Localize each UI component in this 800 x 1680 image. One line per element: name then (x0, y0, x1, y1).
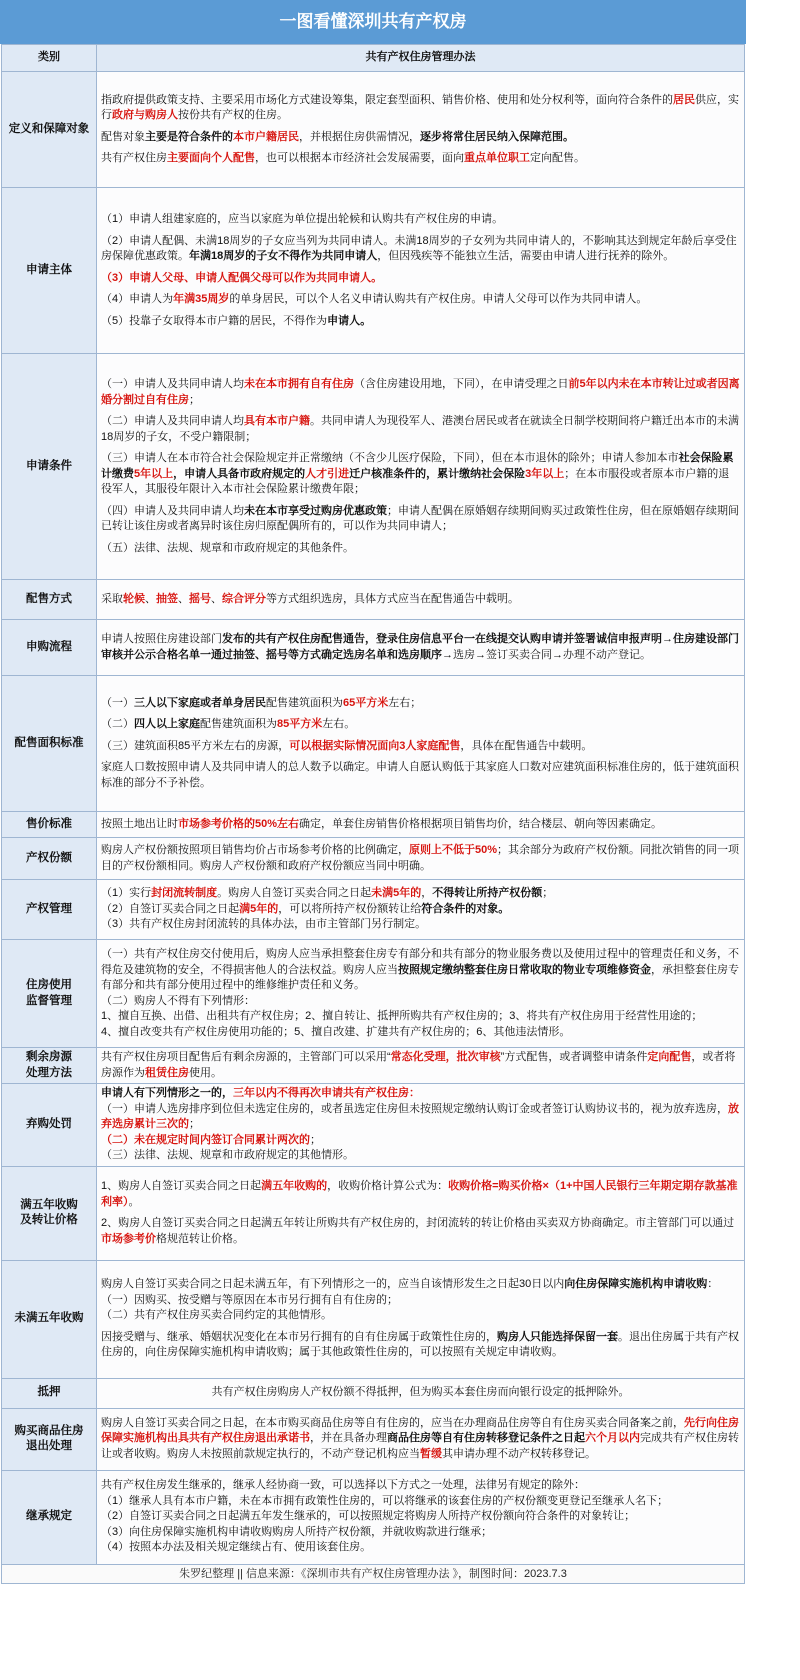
category-cell: 住房使用 监督管理 (2, 940, 97, 1048)
content-cell: 共有产权住房购房人产权份额不得抵押，但为购买本套住房而向银行设定的抵押除外。 (97, 1378, 745, 1408)
category-cell: 满五年收购 及转让价格 (2, 1166, 97, 1260)
category-cell: 剩余房源 处理方法 (2, 1048, 97, 1084)
row-area (2, 676, 745, 812)
category-cell: 产权份额 (2, 838, 97, 880)
row-under-five-years (2, 1260, 745, 1378)
content-cell: 申请人按照住房建设部门发布的共有产权住房配售通告，登录住房信息平台一在线提交认购申请并签署诚信申报声明→住房建设部门审核并公示合格名单一通过抽签、摇号等方式确定选房名单和选房顺序→选房→签订买卖合同→办理不动产登记。 (97, 620, 745, 676)
content-cell: （一）申请人及共同申请人均未在本市拥有自有住房（含住房建设用地，下同），在申请受理之日前5年以内未在本市转让过或者因离婚分割过自有住房； （二）申请人及共同申请人均具有本市户籍。共同申请人为现役军人、港澳台居民或者在就读全日制学校期间将户籍迁出本市的未满18周岁的子女，不受户籍限制； （三）申请人在本市符合社会保险规定并正常缴纳（不含少儿医疗保险，下同），但在本市退休的除外；申请人参加本市社会保险累计缴费5年以上，申请人具备市政府规定的人才引进迁户核准条件的，累计缴纳社会保险3年以上；在本市服役或者原本市户籍的退役军人，其服役年限计入本市社会保险累计缴费年限； （四）申请人及共同申请人均未在本市享受过购房优惠政策；申请人配偶在原婚姻存续期间购买过政策性住房，但在原婚姻存续期间已转让该住房或者离异时该住房归原配偶所有的，可以作为共同申请人； （五）法律、法规、规章和市政府规定的其他条件。 (97, 354, 745, 580)
row-management (2, 880, 745, 940)
source-footer: 朱罗纪整理 || 信息来源：《深圳市共有产权住房管理办法 》，制图时间：2023.7.3 (1, 1565, 745, 1584)
row-mortgage (2, 1378, 745, 1408)
header-policy: 共有产权住房管理办法 (97, 45, 745, 72)
content-cell: 指政府提供政策支持、主要采用市场化方式建设筹集，限定套型面积、销售价格、使用和处分权利等，面向符合条件的居民供应，实行政府与购房人按份共有产权的住房。 配售对象主要是符合条件的本市户籍居民，并根据住房供需情况，逐步将常住居民纳入保障范围。 共有产权住房主要面向个人配售，也可以根据本市经济社会发展需要，面向重点单位职工定向配售。 (97, 72, 745, 188)
category-cell: 弃购处罚 (2, 1084, 97, 1167)
content-cell: 共有产权住房项目配售后有剩余房源的，主管部门可以采用“常态化受理，批次审核”方式配售，或者调整申请条件定向配售，或者将房源作为租赁住房使用。 (97, 1048, 745, 1084)
category-cell: 申购流程 (2, 620, 97, 676)
row-conditions (2, 354, 745, 580)
row-usage-supervision (2, 940, 745, 1048)
category-cell: 继承规定 (2, 1470, 97, 1564)
row-abandon-penalty (2, 1084, 745, 1167)
row-over-five-years (2, 1166, 745, 1260)
category-cell: 配售方式 (2, 580, 97, 620)
content-cell: （一）三人以下家庭或者单身居民配售建筑面积为65平方米左右； （二）四人以上家庭配售建筑面积为85平方米左右。 （三）建筑面积85平方米左右的房源，可以根据实际情况面向3人家庭配售，具体在配售通告中载明。 家庭人口数按照申请人及共同申请人的总人数予以确定。申请人自愿认购低于其家庭人口数对应建筑面积标准住房的，低于建筑面积标准的部分不予补偿。 (97, 676, 745, 812)
row-applicant (2, 188, 745, 354)
content-cell: 购房人自签订买卖合同之日起，在本市购买商品住房等自有住房的，应当在办理商品住房等自有住房买卖合同备案之前，先行向住房保障实施机构出具共有产权住房退出承诺书，并在具备办理商品住房等自有住房转移登记条件之日起六个月以内完成共有产权住房转让或者收购。购房人未按照前款规定执行的，不动产登记机构应当暂缓其申请办理不动产权转移登记。 (97, 1408, 745, 1470)
category-cell: 抵押 (2, 1378, 97, 1408)
page-title: 一图看懂深圳共有产权房 (0, 0, 746, 44)
content-cell: 购房人自签订买卖合同之日起未满五年，有下列情形之一的，应当自该情形发生之日起30日以内向住房保障实施机构申请收购： （一）因购买、按受赠与等原因在本市另行拥有自有住房的； （二）共有产权住房买卖合同约定的其他情形。 因接受赠与、继承、婚姻状况变化在本市另行拥有的自有住房属于政策性住房的，购房人只能选择保留一套。退出住房属于共有产权住房的，向住房保障实施机构申请收购；属于其他政策性住房的，可以按照有关规定申请收购。 (97, 1260, 745, 1378)
row-exit-handling (2, 1408, 745, 1470)
content-cell: 购房人产权份额按照项目销售均价占市场参考价格的比例确定，原则上不低于50%；其余部分为政府产权份额。同批次销售的同一项目的产权份额相同。购房人产权份额和政府产权份额应当同中明确。 (97, 838, 745, 880)
table-header-row (2, 45, 745, 72)
row-flow (2, 620, 745, 676)
category-cell: 定义和保障对象 (2, 72, 97, 188)
category-cell: 配售面积标准 (2, 676, 97, 812)
row-share (2, 838, 745, 880)
content-cell: 1、购房人自签订买卖合同之日起满五年收购的，收购价格计算公式为：收购价格=购买价格×（1+中国人民银行三年期定期存款基准利率）。 2、购房人自签订买卖合同之日起满五年转让所购共有产权住房的，封闭流转的转让价格由买卖双方协商确定。市主管部门可以通过市场参考价格规范转让价格。 (97, 1166, 745, 1260)
category-cell: 产权管理 (2, 880, 97, 940)
content-cell: （1）申请人组建家庭的，应当以家庭为单位提出轮候和认购共有产权住房的申请。 （2）申请人配偶、未满18周岁的子女应当列为共同申请人。未满18周岁的子女列为共同申请人的，不影响其达到规定年龄后享受住房保障优惠政策。年满18周岁的子女不得作为共同申请人，但因残疾等不能独立生活，需要由申请人进行抚养的除外。 （3）申请人父母、申请人配偶父母可以作为共同申请人。 （4）申请人为年满35周岁的单身居民，可以个人名义申请认购共有产权住房。申请人父母可以作为共同申请人。 （5）投靠子女取得本市户籍的居民，不得作为申请人。 (97, 188, 745, 354)
content-cell: 申请人有下列情形之一的，三年以内不得再次申请共有产权住房： （一）申请人选房排序到位但未选定住房的，或者虽选定住房但未按照规定缴纳认购订金或者签订认购协议书的，视为放弃选房，放弃选房累计三次的； （二）未在规定时间内签订合同累计两次的； （三）法律、法规、规章和市政府规定的其他情形。 (97, 1084, 745, 1167)
policy-table (1, 44, 745, 1565)
content-cell: 共有产权住房发生继承的，继承人经协商一致，可以选择以下方式之一处理，法律另有规定的除外： （1）继承人具有本市户籍，未在本市拥有政策性住房的，可以将继承的该套住房的产权份额变更登记至继承人名下； （2）自签订买卖合同之日起满五年发生继承的，可以按照规定将购房人所持产权份额向符合条件的对象转让； （3）向住房保障实施机构申请收购购房人所持产权份额，并就收购款进行继承； （4）按照本办法及相关规定继续占有、使用该套住房。 (97, 1470, 745, 1564)
content-cell: （1）实行封闭流转制度。购房人自签订买卖合同之日起未满5年的，不得转让所持产权份额； （2）自签订买卖合同之日起满5年的，可以将所持产权份额转让给符合条件的对象。 （3）共有产权住房封闭流转的具体办法，由市主管部门另行制定。 (97, 880, 745, 940)
row-price (2, 812, 745, 838)
category-cell: 申请条件 (2, 354, 97, 580)
row-definition (2, 72, 745, 188)
category-cell: 售价标准 (2, 812, 97, 838)
header-category: 类别 (2, 45, 97, 72)
content-cell: 按照土地出让时市场参考价格的50%左右确定，单套住房销售价格根据项目销售均价，结合楼层、朝向等因素确定。 (97, 812, 745, 838)
content-cell: （一）共有产权住房交付使用后，购房人应当承担整套住房专有部分和共有部分的物业服务费以及使用过程中的管理责任和义务，不得危及建筑物的安全，不得损害他人的合法权益。购房人应当按照规定缴纳整套住房日常收取的物业专项维修资金，承担整套住房专有部分和共有部分使用过程中的维修维护责任和义务。 （二）购房人不得有下列情形： 1、擅自互换、出借、出租共有产权住房；2、擅自转让、抵押所购共有产权住房的；3、将共有产权住房用于经营性用途的； 4、擅自改变共有产权住房使用功能的；5、擅自改建、扩建共有产权住房的；6、其他违法情形。 (97, 940, 745, 1048)
row-inheritance (2, 1470, 745, 1564)
row-remaining-units (2, 1048, 745, 1084)
row-method (2, 580, 745, 620)
content-cell: 采取轮候、抽签、摇号、综合评分等方式组织选房，具体方式应当在配售通告中载明。 (97, 580, 745, 620)
category-cell: 购买商品住房 退出处理 (2, 1408, 97, 1470)
category-cell: 未满五年收购 (2, 1260, 97, 1378)
category-cell: 申请主体 (2, 188, 97, 354)
